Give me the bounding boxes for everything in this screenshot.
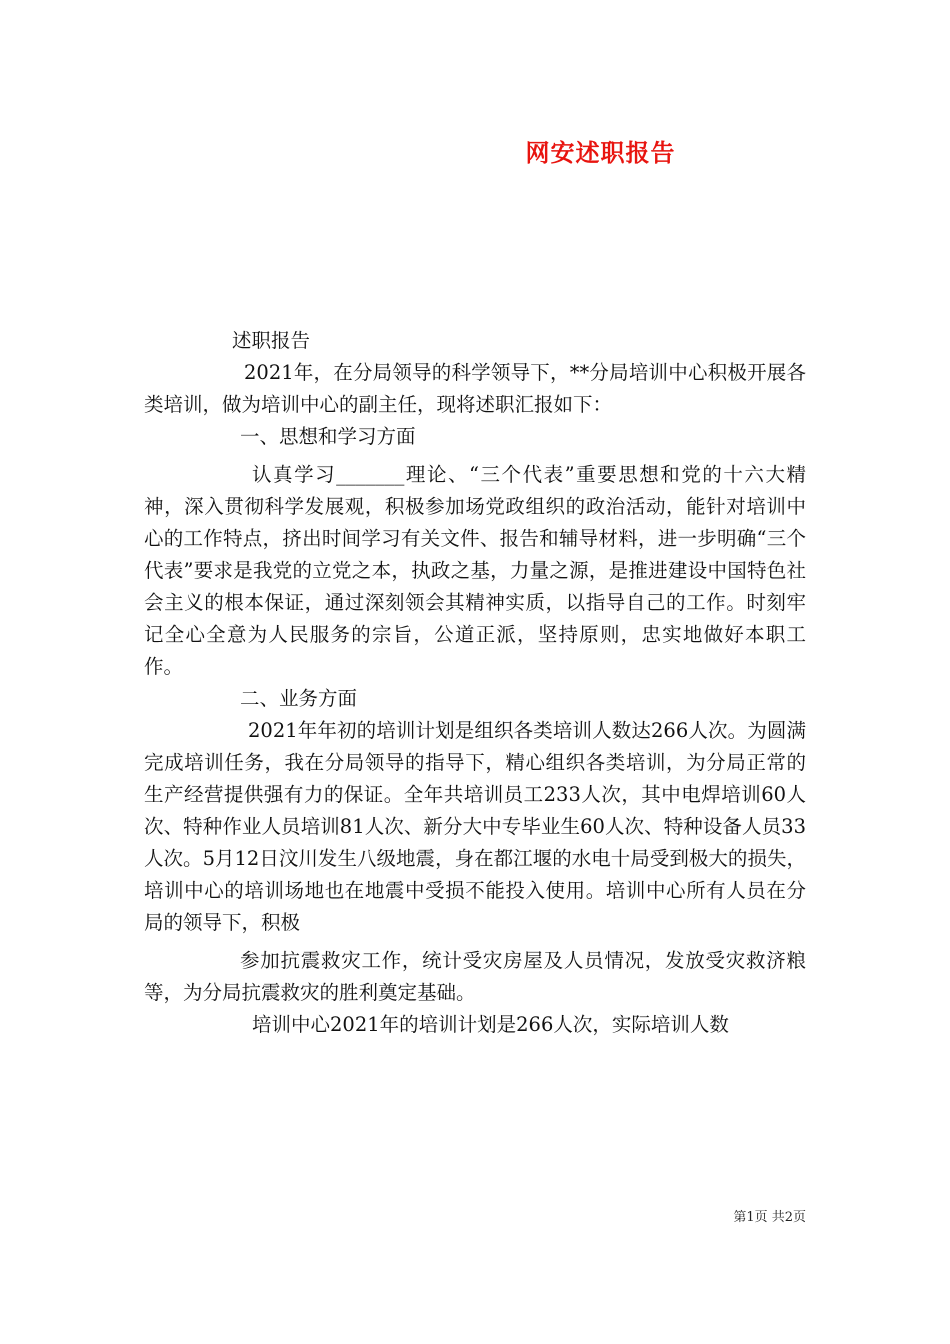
document-body — [144, 325, 806, 1041]
paragraph-relief: 参加抗震救灾工作，统计受灾房屋及人员情况，发放受灾救济粮等，为分局抗震救灾的胜利奠定基础。 — [144, 949, 806, 1004]
paragraph-business: 2021年年初的培训计划是组织各类培训人数达266人次。为圆满完成培训任务，我在分局领导的指导下，精心组织各类培训，为分局正常的生产经营提供强有力的保证。全年共培训员工233人次，其中电焊培训60人次、特种作业人员培训81人次、新分大中专毕业生60人次、特种设备人员33人次。5月12日汶川发生八级地震，身在都江堰的水电十局受到极大的损失，培训中心的培训场地也在地震中受损不能投入使用。培训中心所有人员在分局的领导下，积极 — [144, 719, 806, 934]
section-heading-1: 一、思想和学习方面 — [240, 425, 416, 448]
paragraph-intro: 2021年，在分局领导的科学领导下，**分局培训中心积极开展各类培训，做为培训中心的副主任，现将述职汇报如下： — [144, 361, 806, 416]
section-heading-2: 二、业务方面 — [240, 687, 358, 710]
page-number: 第1页 共2页 — [733, 1210, 806, 1225]
document-title: 网安述职报告 — [525, 138, 676, 167]
paragraph-heading: 述职报告 — [232, 329, 311, 352]
paragraph-plan: 培训中心2021年的培训计划是266人次，实际培训人数 — [252, 1013, 729, 1036]
paragraph-study: 认真学习_______理论、“三个代表”重要思想和党的十六大精神，深入贯彻科学发展观，积极参加场党政组织的政治活动，能针对培训中心的工作特点，挤出时间学习有关文件、报告和辅导材料，进一步明确“三个代表”要求是我党的立党之本，执政之基，力量之源，是推进建设中国特色社会主义的根本保证，通过深刻领会其精神实质，以指导自己的工作。时刻牢记全心全意为人民服务的宗旨，公道正派，坚持原则，忠实地做好本职工作。 — [144, 463, 806, 678]
